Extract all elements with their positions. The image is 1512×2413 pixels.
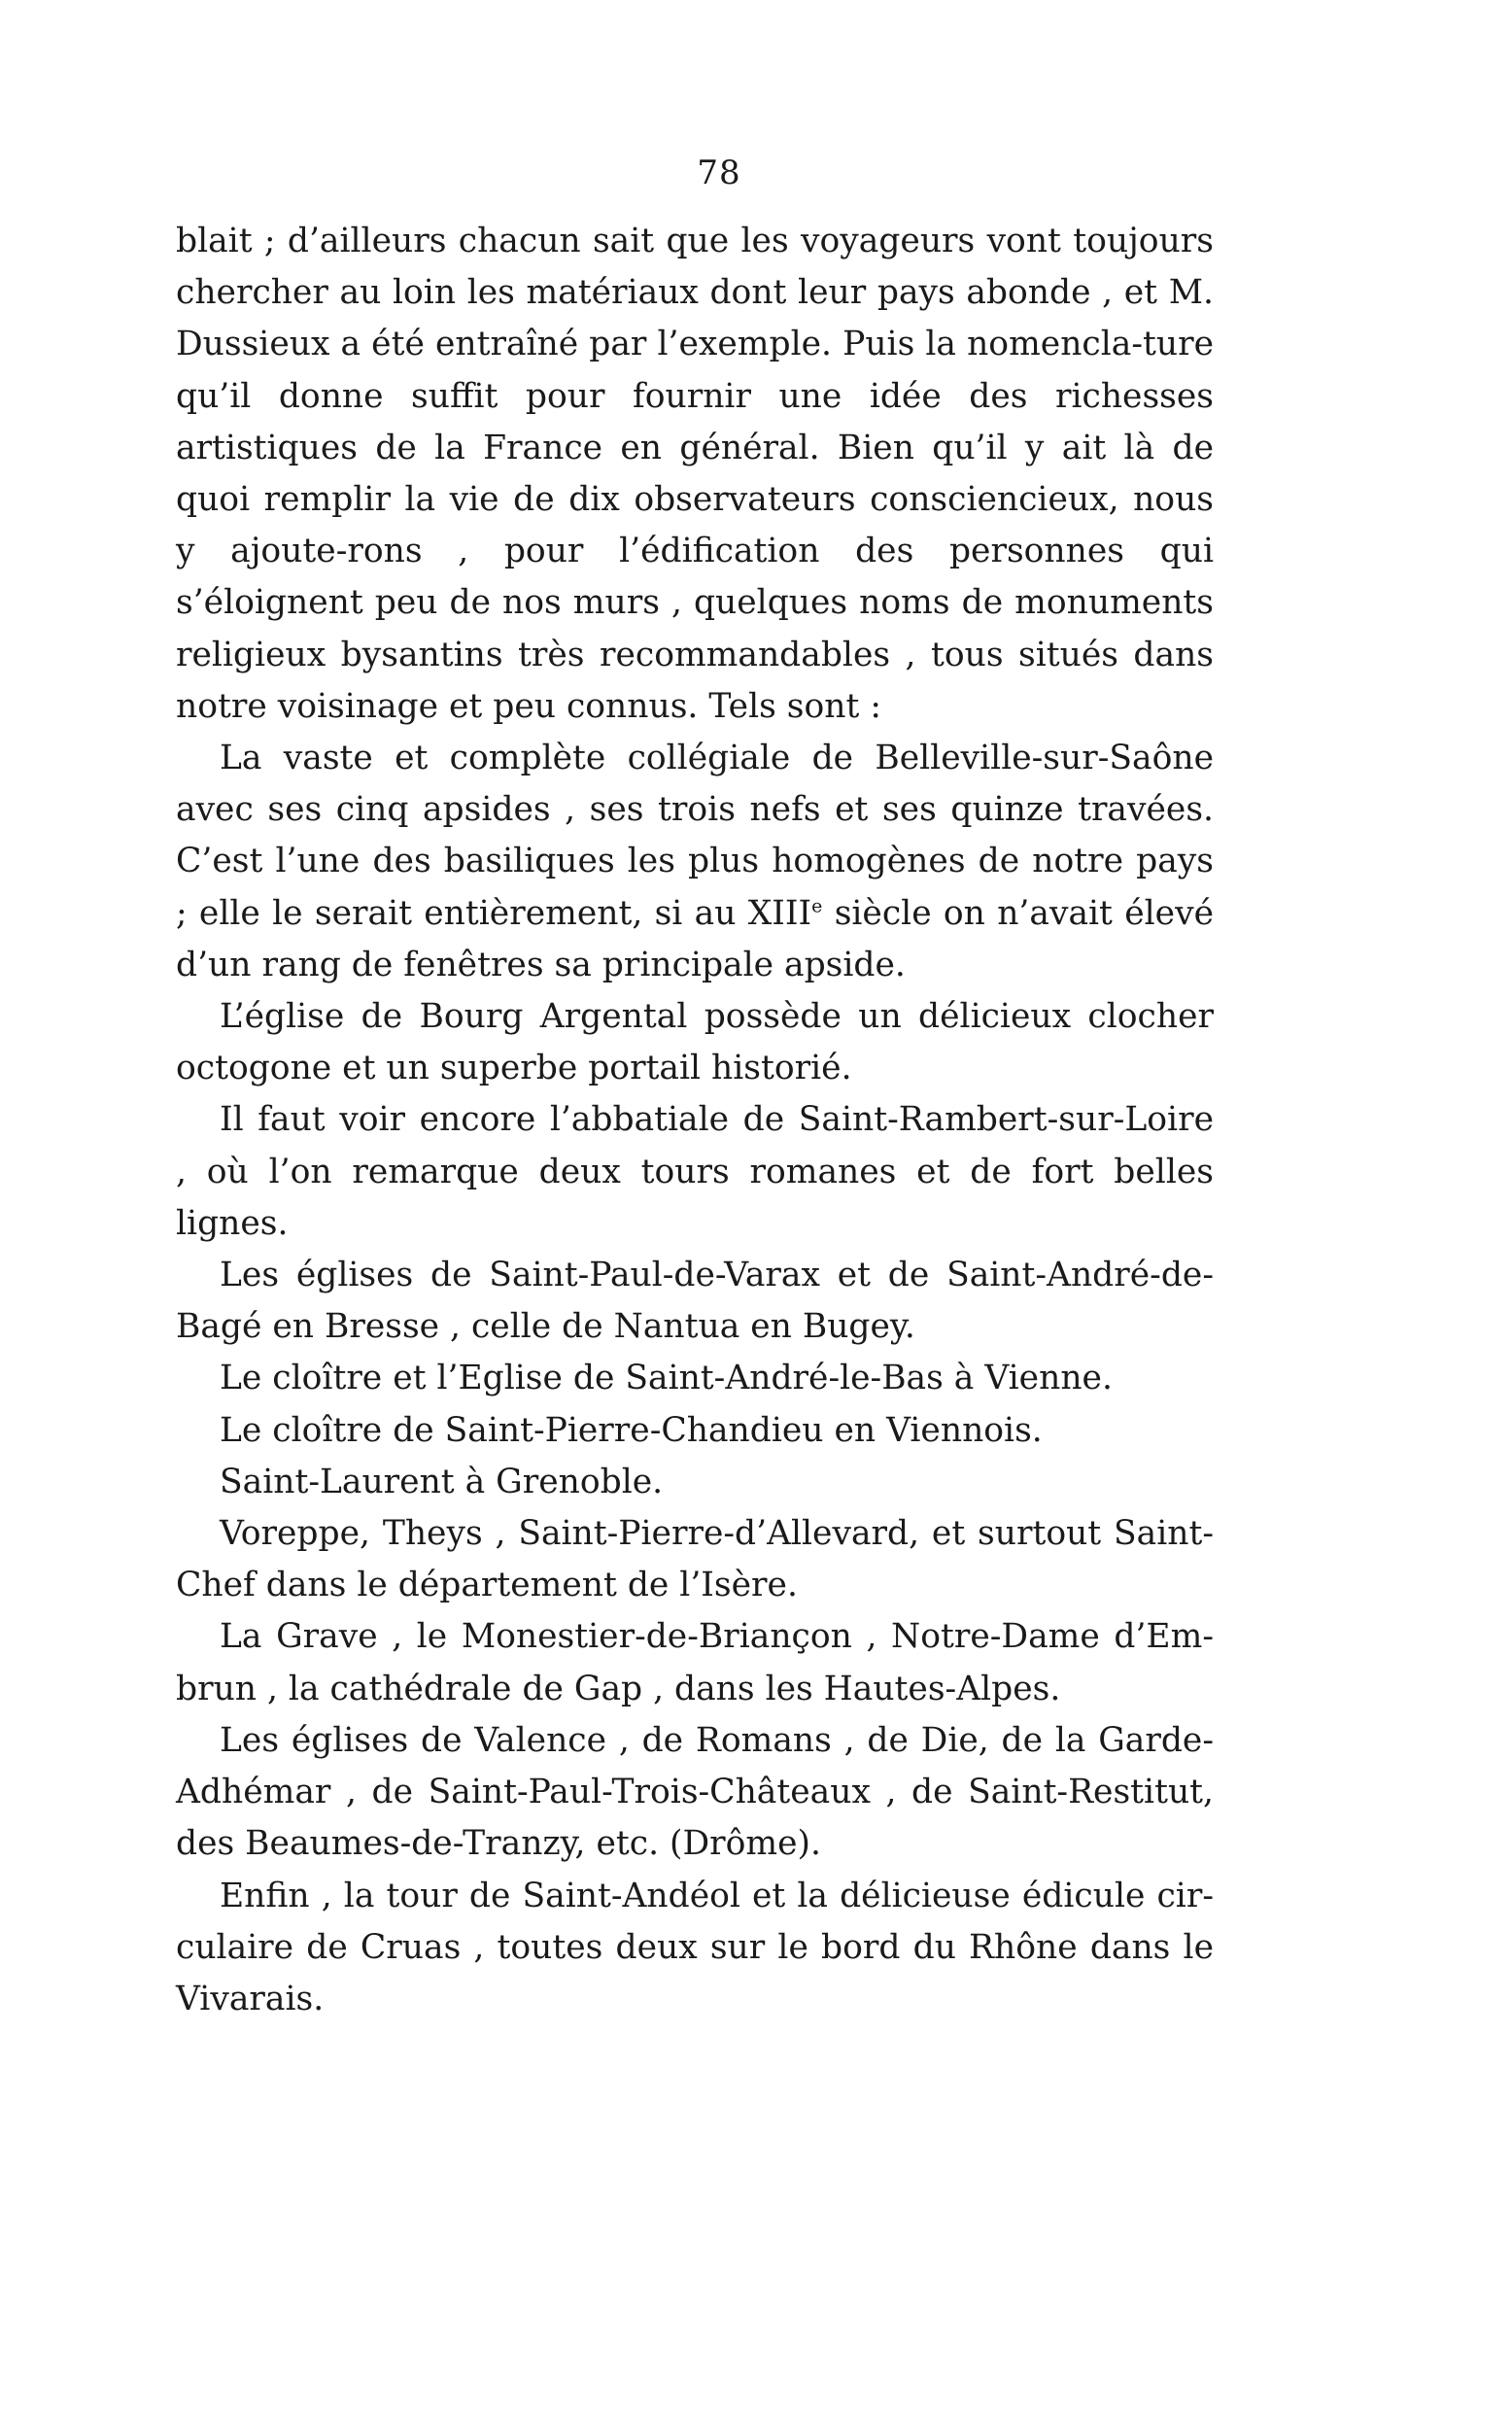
paragraph-saint-rambert: Il faut voir encore l’abbatiale de Saint-Rambert-sur-Loire , où l’on remarque deux tours romanes et de fort belles lignes. bbox=[176, 1100, 1214, 1243]
paragraph-vienne: Le cloître et l’Eglise de Saint-André-le-Bas à Vienne. bbox=[220, 1359, 1113, 1398]
paragraph-text-after: siècle on n’avait élevé d’un rang de fenêtres sa principale apside. bbox=[176, 893, 1214, 984]
paragraph-chandieu: Le cloître de Saint-Pierre-Chandieu en Viennois. bbox=[220, 1410, 1043, 1450]
paragraph-drome: Les églises de Valence , de Romans , de Die, de la Garde-Adhémar , de Saint-Paul-Trois-Châteaux , de Saint-Restitut, des Beaumes-de-Tranzy, etc. (Drôme). bbox=[176, 1720, 1214, 1864]
paragraph-text: La vaste et complète collégiale de Belleville-sur-Saône avec ses cinq apsides , ses trois nefs et ses quinze travées. C’est l’une des basiliques les plus homogènes de notre pays ; elle le serait entièrement, si au XIII bbox=[176, 739, 1214, 933]
body-text bbox=[176, 216, 1214, 2025]
paragraph-continuation: blait ; d’ailleurs chacun sait que les voyageurs vont toujours chercher au loin les matériaux dont leur pays abonde , et M. Dussieux a été entraîné par l’exemple. Puis la nomencla-ture qu’il donne suffit pour fournir une idée des richesses artistiques de la France en général. Bien qu’il y ait là de quoi remplir la vie de dix observateurs consciencieux, nous y ajoute-rons , pour l’édification des personnes qui s’éloignent peu de nos murs , quelques noms de monuments religieux bysantins très recommandables , tous situés dans notre voisinage et peu connus. Tels sont : bbox=[176, 222, 1214, 726]
paragraph-varax-bage: Les églises de Saint-Paul-de-Varax et de Saint-André-de-Bagé en Bresse , celle de Nantua en Bugey. bbox=[176, 1256, 1214, 1347]
superscript-e: e bbox=[811, 895, 823, 917]
paragraph-bourg-argental: L’église de Bourg Argental possède un délicieux clocher octogone et un superbe portail historié. bbox=[176, 997, 1214, 1088]
paragraph-belleville bbox=[176, 733, 1214, 991]
paragraph-isere: Voreppe, Theys , Saint-Pierre-d’Allevard, et surtout Saint-Chef dans le département de l’Isère. bbox=[176, 1514, 1214, 1605]
paragraph-grenoble: Saint-Laurent à Grenoble. bbox=[220, 1462, 664, 1501]
page-number: 78 bbox=[697, 154, 741, 192]
paragraph-vivarais: Enfin , la tour de Saint-Andéol et la délicieuse édicule cir-culaire de Cruas , toutes deux sur le bord du Rhône dans le Vivarais. bbox=[176, 1876, 1214, 2018]
paragraph-hautes-alpes: La Grave , le Monestier-de-Briançon , Notre-Dame d’Em-brun , la cathédrale de Gap , dans les Hautes-Alpes. bbox=[176, 1617, 1214, 1708]
